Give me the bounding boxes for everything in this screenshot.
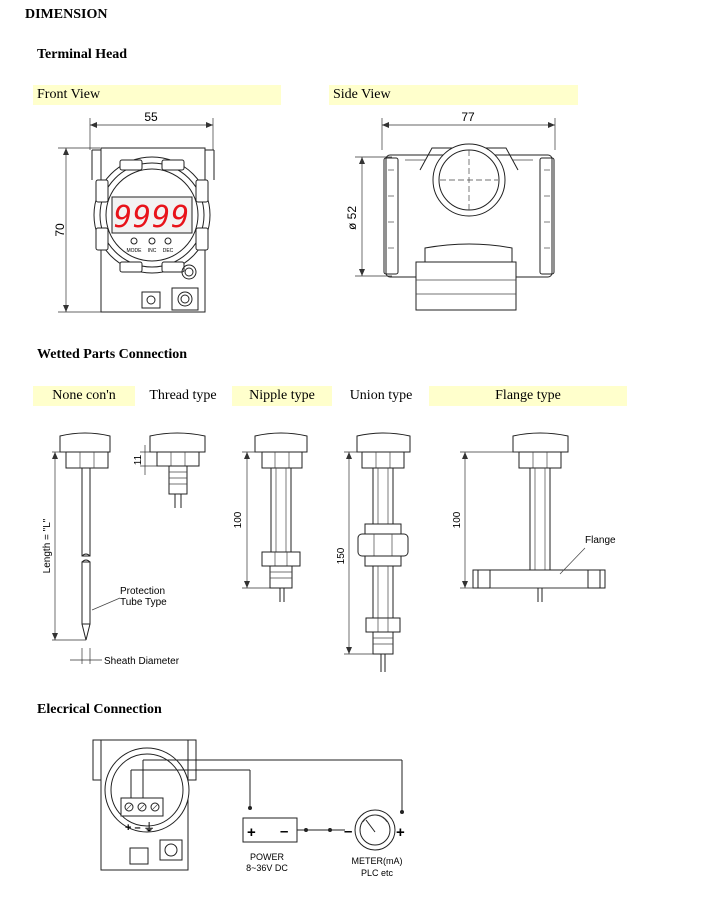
button-mode-label: MODE xyxy=(126,248,142,254)
type-union-label: Union type xyxy=(349,388,413,403)
length-label: Length = "L" xyxy=(42,518,53,574)
nipple-dim: 100 xyxy=(233,511,244,529)
union-type-drawing xyxy=(336,433,410,672)
side-view-text: Side View xyxy=(333,87,391,102)
none-conn-drawing xyxy=(42,433,180,667)
sheath-label: Sheath Diameter xyxy=(104,656,180,667)
type-nipple-label: Nipple type xyxy=(232,386,332,406)
type-flange-label: Flange type xyxy=(429,386,627,406)
flange-label: Flange xyxy=(585,535,616,546)
meter-label-1: METER(mA) xyxy=(351,856,403,866)
power-plus: + xyxy=(247,824,256,841)
button-dec-label: DEC xyxy=(162,248,174,254)
union-dim: 150 xyxy=(336,547,347,565)
front-height-dim: 70 xyxy=(53,223,67,237)
front-view-text: Front View xyxy=(37,87,101,102)
terminal-signs: + – ⏚ xyxy=(125,822,155,834)
type-none-label: None con'n xyxy=(33,386,135,406)
meter-plus: + xyxy=(396,824,405,841)
side-view-drawing xyxy=(345,110,555,310)
page-title: DIMENSION xyxy=(25,7,108,22)
led-display-value: 9999 xyxy=(113,200,191,235)
protection-label-2: Tube Type xyxy=(120,597,167,608)
power-label-1: POWER xyxy=(249,852,285,862)
electrical-drawing xyxy=(93,740,405,878)
type-thread-label: Thread type xyxy=(149,388,217,403)
wetted-parts-heading: Wetted Parts Connection xyxy=(37,347,188,362)
electrical-heading: Elecrical Connection xyxy=(37,702,162,717)
front-width-dim: 55 xyxy=(144,110,158,124)
terminal-head-heading: Terminal Head xyxy=(37,47,128,62)
nipple-type-drawing xyxy=(233,433,307,602)
front-view-drawing xyxy=(53,110,214,312)
thread-dim: 11 xyxy=(133,454,144,466)
protection-label-1: Protection xyxy=(120,586,166,597)
flange-type-drawing xyxy=(452,433,616,602)
thread-type-drawing xyxy=(133,433,205,508)
meter-label-2: PLC etc xyxy=(360,868,394,878)
power-label-2: 8~36V DC xyxy=(246,863,288,873)
meter-minus: – xyxy=(344,823,353,840)
power-minus: – xyxy=(280,823,289,840)
side-width-dim: 77 xyxy=(461,110,475,124)
flange-dim: 100 xyxy=(452,511,463,529)
button-inc-label: INC xyxy=(147,248,157,254)
side-diameter-dim: ø 52 xyxy=(345,205,359,231)
